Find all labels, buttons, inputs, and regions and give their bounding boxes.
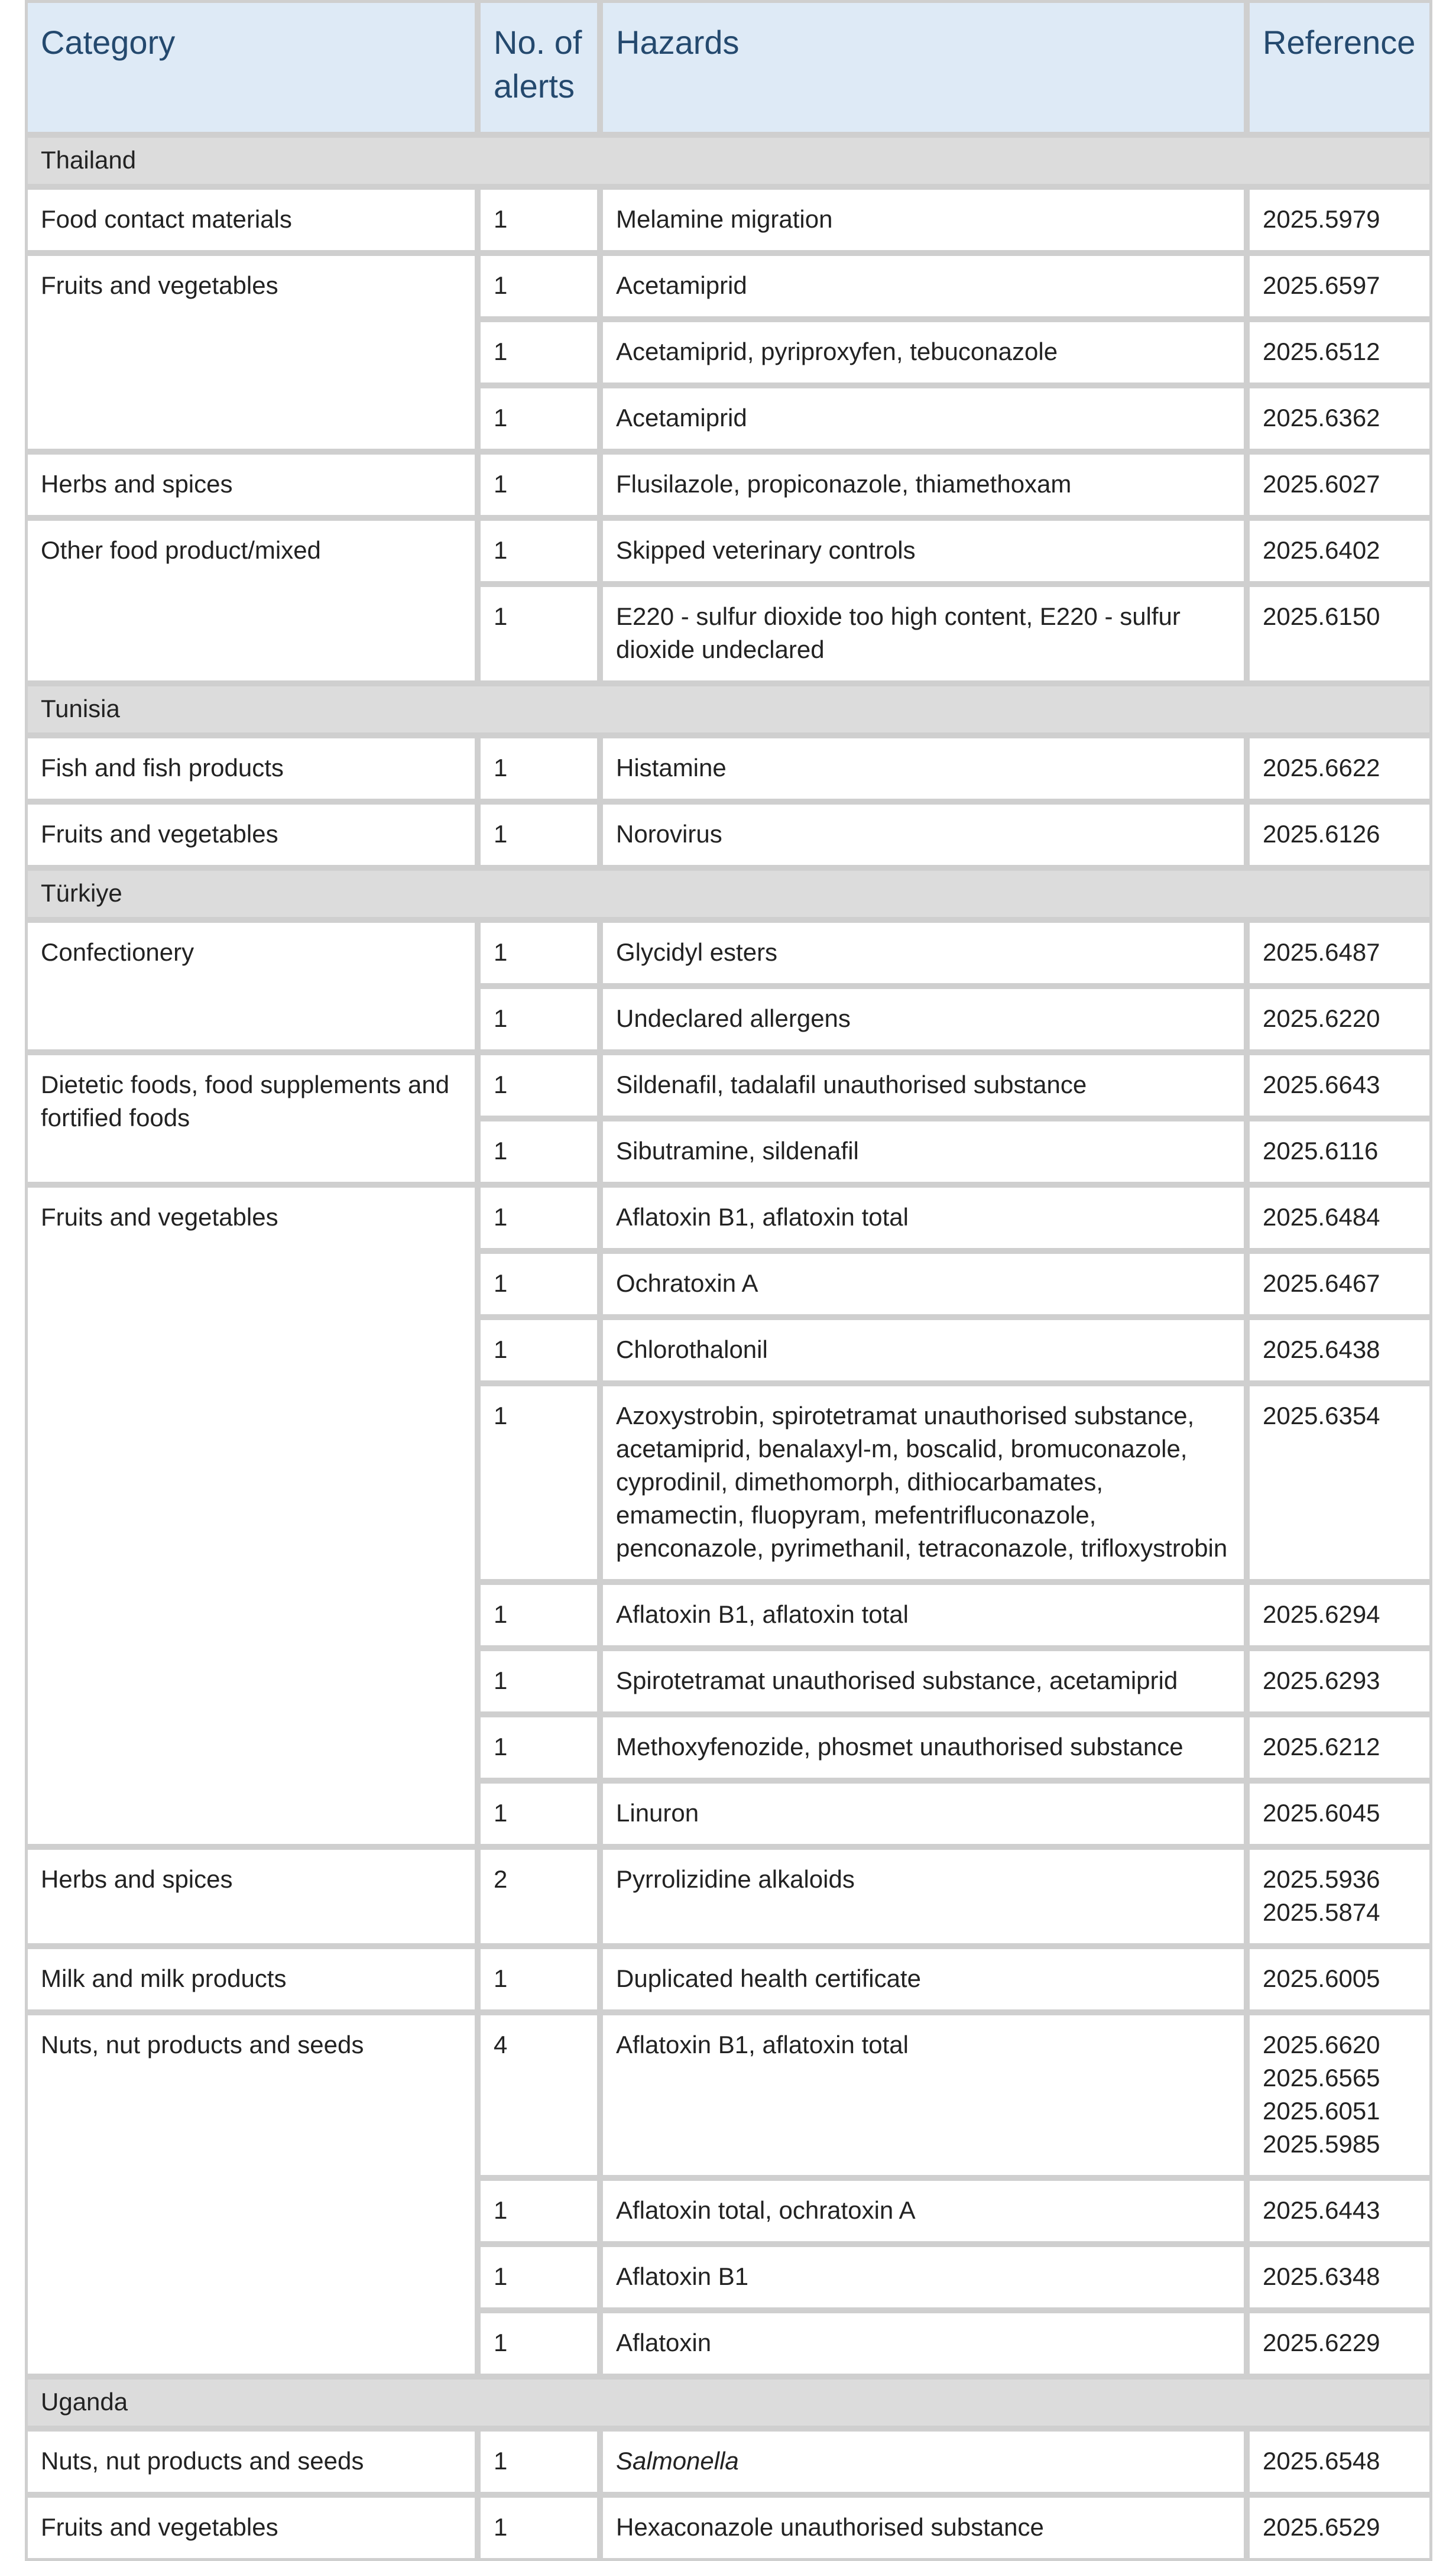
table-row (25, 518, 1432, 584)
reference-cell (1247, 2012, 1432, 2178)
reference-number: 2025.6484 (1263, 1203, 1380, 1231)
alerts-cell: 1 (478, 2429, 600, 2495)
reference-cell (1247, 1052, 1432, 1119)
header-category: Category (25, 0, 478, 135)
reference-cell (1247, 1946, 1432, 2012)
reference-cell (1247, 2178, 1432, 2244)
table-row (25, 802, 1432, 868)
reference-number: 2025.6620 (1263, 2031, 1380, 2058)
header-reference: Reference (1247, 0, 1432, 135)
hazard-cell: Chlorothalonil (600, 1317, 1247, 1383)
reference-cell (1247, 735, 1432, 802)
reference-number: 2025.6402 (1263, 536, 1380, 564)
table-body (25, 135, 1432, 2561)
country-name: Uganda (25, 2377, 1432, 2429)
table-row (25, 187, 1432, 253)
reference-cell (1247, 1847, 1432, 1946)
category-cell: Nuts, nut products and seeds (25, 2429, 478, 2495)
hazard-cell: Methoxyfenozide, phosmet unauthorised substance (600, 1714, 1247, 1781)
category-cell: Herbs and spices (25, 1847, 478, 1946)
hazard-cell: Aflatoxin B1, aflatoxin total (600, 2012, 1247, 2178)
hazard-cell: Duplicated health certificate (600, 1946, 1247, 2012)
reference-cell (1247, 1317, 1432, 1383)
alerts-cell: 1 (478, 1119, 600, 1185)
table-row (25, 735, 1432, 802)
alerts-cell: 1 (478, 1185, 600, 1251)
reference-number: 2025.6027 (1263, 470, 1380, 498)
hazard-cell: Aflatoxin total, ochratoxin A (600, 2178, 1247, 2244)
reference-cell (1247, 1185, 1432, 1251)
country-name: Tunisia (25, 683, 1432, 735)
alerts-cell: 1 (478, 920, 600, 986)
reference-number: 2025.6051 (1263, 2097, 1380, 2125)
category-cell: Fruits and vegetables (25, 253, 478, 452)
alerts-cell: 1 (478, 2310, 600, 2377)
category-cell: Fruits and vegetables (25, 2495, 478, 2561)
reference-number: 2025.6150 (1263, 602, 1380, 630)
reference-number: 2025.6565 (1263, 2064, 1380, 2092)
reference-cell (1247, 253, 1432, 319)
hazard-cell: Pyrrolizidine alkaloids (600, 1847, 1247, 1946)
reference-number: 2025.6126 (1263, 820, 1380, 848)
reference-cell (1247, 920, 1432, 986)
hazard-cell: Undeclared allergens (600, 986, 1247, 1052)
category-cell: Food contact materials (25, 187, 478, 253)
hazard-cell: Acetamiprid, pyriproxyfen, tebuconazole (600, 319, 1247, 385)
alerts-cell: 1 (478, 1052, 600, 1119)
alerts-cell: 2 (478, 1847, 600, 1946)
table-row (25, 2429, 1432, 2495)
alerts-cell: 1 (478, 1781, 600, 1847)
alerts-cell: 1 (478, 385, 600, 452)
alerts-cell: 1 (478, 1582, 600, 1648)
reference-number: 2025.6348 (1263, 2262, 1380, 2290)
header-hazards: Hazards (600, 0, 1247, 135)
category-cell: Fruits and vegetables (25, 1185, 478, 1847)
table-row (25, 920, 1432, 986)
alerts-cell: 1 (478, 319, 600, 385)
alerts-cell: 1 (478, 518, 600, 584)
reference-number: 2025.6354 (1263, 1402, 1380, 1429)
hazard-cell: Hexaconazole unauthorised substance (600, 2495, 1247, 2561)
reference-number: 2025.5979 (1263, 205, 1380, 233)
reference-number: 2025.6294 (1263, 1600, 1380, 1628)
reference-cell (1247, 319, 1432, 385)
hazard-cell: Melamine migration (600, 187, 1247, 253)
category-cell: Fish and fish products (25, 735, 478, 802)
reference-number: 2025.6597 (1263, 271, 1380, 299)
hazard-cell: Sildenafil, tadalafil unauthorised substance (600, 1052, 1247, 1119)
alerts-table-container (25, 0, 1432, 2561)
hazard-cell: Aflatoxin (600, 2310, 1247, 2377)
hazard-cell: Acetamiprid (600, 385, 1247, 452)
reference-number: 2025.6005 (1263, 1964, 1380, 1992)
reference-number: 2025.6643 (1263, 1071, 1380, 1098)
category-cell: Confectionery (25, 920, 478, 1052)
category-cell: Dietetic foods, food supplements and fortified foods (25, 1052, 478, 1185)
country-row (25, 868, 1432, 920)
reference-cell (1247, 2495, 1432, 2561)
table-row (25, 1847, 1432, 1946)
reference-number: 2025.6548 (1263, 2447, 1380, 2475)
reference-number: 2025.6212 (1263, 1733, 1380, 1761)
country-name: Türkiye (25, 868, 1432, 920)
alerts-cell: 1 (478, 1383, 600, 1582)
alerts-cell: 1 (478, 2178, 600, 2244)
hazard-cell: Azoxystrobin, spirotetramat unauthorised substance, acetamiprid, benalaxyl-m, boscalid, bromuconazole, cyprodinil, dimethomorph, dithiocarbamates, emamectin, fluopyram, mefentrifluconazole, penconazole, pyrimethanil, tetraconazole, trifloxystrobin (600, 1383, 1247, 1582)
reference-number: 2025.6438 (1263, 1335, 1380, 1363)
reference-cell (1247, 1582, 1432, 1648)
country-name: Thailand (25, 135, 1432, 187)
reference-number: 2025.5936 (1263, 1865, 1380, 1893)
reference-cell (1247, 584, 1432, 683)
alerts-cell: 4 (478, 2012, 600, 2178)
hazard-cell: E220 - sulfur dioxide too high content, E220 - sulfur dioxide undeclared (600, 584, 1247, 683)
alerts-cell: 1 (478, 1317, 600, 1383)
hazard-cell: Skipped veterinary controls (600, 518, 1247, 584)
category-cell: Fruits and vegetables (25, 802, 478, 868)
reference-cell (1247, 385, 1432, 452)
alerts-cell: 1 (478, 802, 600, 868)
table-row (25, 2495, 1432, 2561)
hazard-cell: Linuron (600, 1781, 1247, 1847)
table-row (25, 1946, 1432, 2012)
reference-number: 2025.6529 (1263, 2513, 1380, 2541)
reference-cell (1247, 2244, 1432, 2310)
reference-cell (1247, 986, 1432, 1052)
reference-cell (1247, 452, 1432, 518)
alerts-cell: 1 (478, 452, 600, 518)
hazard-cell: Histamine (600, 735, 1247, 802)
reference-number: 2025.6467 (1263, 1269, 1380, 1297)
hazard-cell: Flusilazole, propiconazole, thiamethoxam (600, 452, 1247, 518)
alerts-cell: 1 (478, 2244, 600, 2310)
header-alerts: No. of alerts (478, 0, 600, 135)
alerts-cell: 1 (478, 253, 600, 319)
reference-number: 2025.6116 (1263, 1137, 1379, 1165)
hazard-cell: Aflatoxin B1, aflatoxin total (600, 1185, 1247, 1251)
hazard-cell: Glycidyl esters (600, 920, 1247, 986)
country-row (25, 135, 1432, 187)
hazard-cell: Salmonella (600, 2429, 1247, 2495)
reference-cell (1247, 1781, 1432, 1847)
hazard-cell: Aflatoxin B1 (600, 2244, 1247, 2310)
hazard-cell: Spirotetramat unauthorised substance, acetamiprid (600, 1648, 1247, 1714)
category-cell: Herbs and spices (25, 452, 478, 518)
alerts-cell: 1 (478, 735, 600, 802)
reference-number: 2025.6512 (1263, 338, 1380, 365)
hazard-cell: Sibutramine, sildenafil (600, 1119, 1247, 1185)
reference-number: 2025.6229 (1263, 2329, 1380, 2356)
reference-cell (1247, 1648, 1432, 1714)
country-row (25, 2377, 1432, 2429)
reference-cell (1247, 2310, 1432, 2377)
reference-number: 2025.6220 (1263, 1004, 1380, 1032)
alerts-cell: 1 (478, 187, 600, 253)
category-cell: Milk and milk products (25, 1946, 478, 2012)
category-cell: Other food product/mixed (25, 518, 478, 683)
reference-cell (1247, 1251, 1432, 1317)
alerts-cell: 1 (478, 1946, 600, 2012)
reference-cell (1247, 1119, 1432, 1185)
reference-cell (1247, 518, 1432, 584)
alerts-cell: 1 (478, 1648, 600, 1714)
reference-number: 2025.6045 (1263, 1799, 1380, 1827)
category-cell: Nuts, nut products and seeds (25, 2012, 478, 2377)
hazard-cell: Acetamiprid (600, 253, 1247, 319)
reference-number: 2025.6293 (1263, 1667, 1380, 1694)
reference-cell (1247, 2429, 1432, 2495)
alerts-cell: 1 (478, 1714, 600, 1781)
reference-number: 2025.6487 (1263, 938, 1380, 966)
alerts-cell: 1 (478, 986, 600, 1052)
reference-number: 2025.6622 (1263, 754, 1380, 782)
table-row (25, 1052, 1432, 1119)
reference-cell (1247, 1383, 1432, 1582)
alerts-cell: 1 (478, 1251, 600, 1317)
header-row (25, 0, 1432, 135)
table-row (25, 1185, 1432, 1251)
hazard-cell: Aflatoxin B1, aflatoxin total (600, 1582, 1247, 1648)
reference-number: 2025.6443 (1263, 2196, 1380, 2224)
alerts-table (25, 0, 1432, 2561)
alerts-cell: 1 (478, 2495, 600, 2561)
reference-number: 2025.5874 (1263, 1898, 1380, 1926)
table-row (25, 2012, 1432, 2178)
reference-number: 2025.6362 (1263, 404, 1380, 432)
country-row (25, 683, 1432, 735)
hazard-cell: Norovirus (600, 802, 1247, 868)
table-row (25, 253, 1432, 319)
table-row (25, 452, 1432, 518)
alerts-cell: 1 (478, 584, 600, 683)
reference-number: 2025.5985 (1263, 2130, 1380, 2158)
reference-cell (1247, 802, 1432, 868)
reference-cell (1247, 1714, 1432, 1781)
reference-cell (1247, 187, 1432, 253)
hazard-cell: Ochratoxin A (600, 1251, 1247, 1317)
